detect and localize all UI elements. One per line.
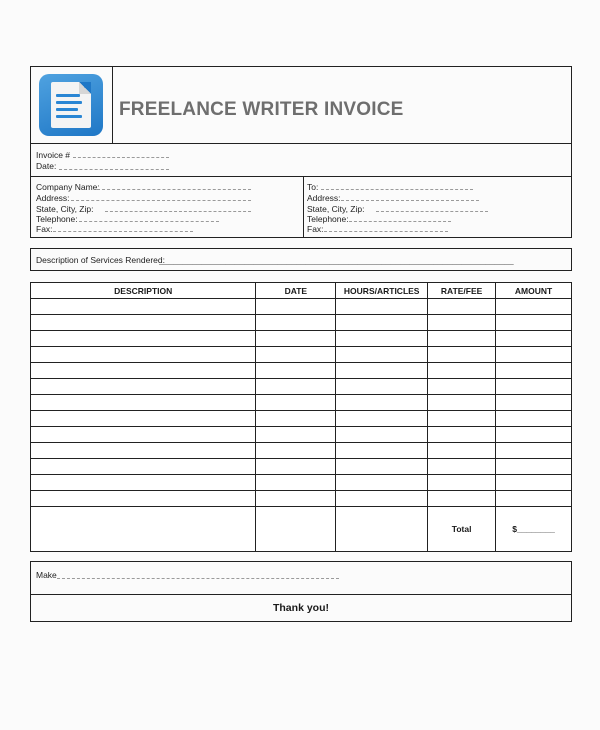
table-row (31, 411, 572, 427)
table-cell[interactable] (496, 299, 572, 315)
column-header-description: DESCRIPTION (31, 283, 256, 299)
table-row (31, 395, 572, 411)
table-cell[interactable] (256, 443, 336, 459)
table-row (31, 443, 572, 459)
from-phone-label: Telephone: (36, 214, 78, 224)
from-fax-field[interactable] (53, 231, 193, 232)
table-cell[interactable] (496, 363, 572, 379)
table-row (31, 315, 572, 331)
table-cell[interactable] (496, 395, 572, 411)
table-cell[interactable] (428, 299, 496, 315)
table-cell[interactable] (31, 475, 256, 491)
from-city-label: State, City, Zip: (36, 204, 94, 214)
table-cell[interactable] (428, 347, 496, 363)
table-cell[interactable] (31, 411, 256, 427)
column-header-hours: HOURS/ARTICLES (336, 283, 428, 299)
table-cell[interactable] (31, 443, 256, 459)
table-cell[interactable] (428, 443, 496, 459)
table-row (31, 491, 572, 507)
table-cell[interactable] (428, 411, 496, 427)
table-cell[interactable] (428, 491, 496, 507)
table-cell[interactable] (336, 491, 428, 507)
table-row (31, 331, 572, 347)
table-cell[interactable] (31, 395, 256, 411)
column-header-rate: RATE/FEE (428, 283, 496, 299)
table-cell[interactable] (256, 411, 336, 427)
from-phone-field[interactable] (79, 221, 219, 222)
table-row (31, 459, 572, 475)
table-cell[interactable] (428, 459, 496, 475)
table-cell[interactable] (336, 379, 428, 395)
from-fax-label: Fax: (36, 224, 53, 234)
table-cell[interactable] (336, 347, 428, 363)
table-cell[interactable] (31, 459, 256, 475)
table-cell[interactable] (31, 315, 256, 331)
to-fax-label: Fax: (307, 224, 324, 234)
table-cell[interactable] (336, 315, 428, 331)
table-cell[interactable] (256, 459, 336, 475)
thank-you-text: Thank you! (30, 594, 572, 622)
table-cell[interactable] (256, 427, 336, 443)
table-cell[interactable] (496, 331, 572, 347)
table-cell[interactable] (496, 411, 572, 427)
table-cell[interactable] (428, 315, 496, 331)
table-cell[interactable] (31, 331, 256, 347)
invoice-info-box (30, 143, 572, 177)
table-cell[interactable] (336, 363, 428, 379)
from-city-field[interactable] (105, 211, 251, 212)
total-value-field[interactable]: $________ (496, 507, 572, 552)
table-cell[interactable] (31, 299, 256, 315)
to-field[interactable] (321, 189, 473, 190)
table-cell[interactable] (496, 475, 572, 491)
company-name-label: Company Name: (36, 182, 100, 192)
table-row (31, 363, 572, 379)
table-cell[interactable] (496, 379, 572, 395)
to-address-field[interactable] (341, 200, 479, 201)
table-cell[interactable] (496, 459, 572, 475)
items-table (30, 282, 572, 552)
table-cell[interactable] (256, 299, 336, 315)
table-cell[interactable] (428, 395, 496, 411)
to-phone-field[interactable] (349, 221, 451, 222)
services-field[interactable]: ___________________________________________________________________________ (159, 255, 514, 265)
to-city-field[interactable] (376, 211, 488, 212)
make-label: Make (36, 570, 57, 580)
table-cell[interactable] (428, 331, 496, 347)
table-row (31, 347, 572, 363)
invoice-number-field[interactable] (73, 157, 169, 158)
parties-divider (303, 177, 304, 237)
company-name-field[interactable] (97, 189, 251, 190)
table-cell[interactable] (336, 475, 428, 491)
table-cell[interactable] (496, 315, 572, 331)
services-box (30, 248, 572, 271)
to-fax-field[interactable] (324, 231, 448, 232)
table-cell[interactable] (496, 443, 572, 459)
invoice-header (30, 66, 572, 144)
table-cell[interactable] (31, 363, 256, 379)
table-cell[interactable] (496, 491, 572, 507)
table-cell[interactable] (336, 443, 428, 459)
table-cell[interactable] (428, 363, 496, 379)
to-address-label: Address: (307, 193, 341, 203)
table-row (31, 427, 572, 443)
table-row (31, 379, 572, 395)
table-cell[interactable] (336, 427, 428, 443)
table-cell[interactable] (256, 347, 336, 363)
table-cell[interactable] (336, 331, 428, 347)
table-cell (31, 507, 256, 552)
to-phone-label: Telephone: (307, 214, 349, 224)
table-cell[interactable] (336, 395, 428, 411)
make-payable-field[interactable] (57, 578, 339, 579)
table-cell[interactable] (256, 475, 336, 491)
table-cell[interactable] (256, 395, 336, 411)
table-header-row (31, 283, 572, 299)
table-cell[interactable] (256, 315, 336, 331)
table-cell[interactable] (256, 491, 336, 507)
to-city-label: State, City, Zip: (307, 204, 365, 214)
table-cell[interactable] (496, 427, 572, 443)
column-header-date: DATE (256, 283, 336, 299)
invoice-date-field[interactable] (59, 169, 169, 170)
table-cell[interactable] (336, 299, 428, 315)
table-cell (336, 507, 428, 552)
parties-box (30, 176, 572, 238)
table-row (31, 475, 572, 491)
table-cell[interactable] (336, 411, 428, 427)
table-cell[interactable] (336, 459, 428, 475)
table-cell (256, 507, 336, 552)
total-row (31, 507, 572, 552)
table-cell[interactable] (31, 379, 256, 395)
table-cell[interactable] (256, 363, 336, 379)
services-label: Description of Services Rendered: (36, 255, 165, 265)
column-header-amount: AMOUNT (496, 283, 572, 299)
invoice-date-label: Date: (36, 161, 57, 171)
table-cell[interactable] (428, 427, 496, 443)
table-cell[interactable] (428, 475, 496, 491)
table-cell[interactable] (256, 331, 336, 347)
table-cell[interactable] (31, 491, 256, 507)
from-address-label: Address: (36, 193, 70, 203)
from-address-field[interactable] (71, 200, 251, 201)
table-row (31, 299, 572, 315)
document-icon (39, 74, 103, 136)
table-cell[interactable] (496, 347, 572, 363)
invoice-title: FREELANCE WRITER INVOICE (119, 99, 404, 120)
table-cell[interactable] (31, 427, 256, 443)
payable-box (30, 561, 572, 595)
table-cell[interactable] (428, 379, 496, 395)
total-label: Total (428, 507, 496, 552)
to-label: To: (307, 182, 319, 192)
logo-cell (31, 67, 113, 143)
invoice-number-label: Invoice # (36, 150, 71, 160)
table-cell[interactable] (31, 347, 256, 363)
table-cell[interactable] (256, 379, 336, 395)
